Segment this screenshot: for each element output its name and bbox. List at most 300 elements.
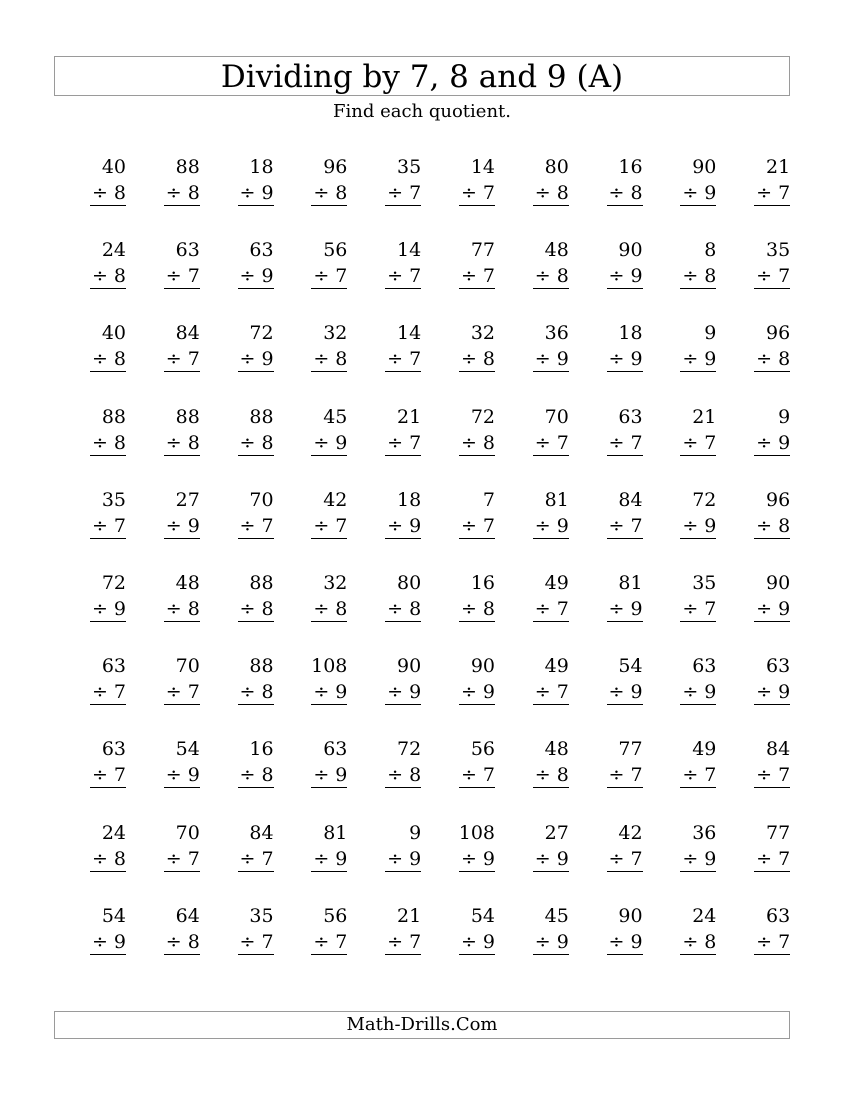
divisor: ÷ 7 — [165, 681, 200, 704]
division-problem — [60, 570, 126, 630]
dividend: 27 — [544, 821, 569, 844]
divisor: ÷ 9 — [239, 182, 274, 204]
dividend: 84 — [618, 488, 643, 511]
dividend: 16 — [470, 572, 495, 594]
problem-row — [60, 736, 800, 796]
division-problem — [281, 487, 347, 547]
dividend: 35 — [766, 239, 791, 262]
division-problem — [429, 820, 495, 880]
divisor: ÷ 7 — [756, 764, 791, 787]
division-problem — [650, 903, 716, 963]
worksheet-title: Dividing by 7, 8 and 9 (A) — [220, 59, 624, 95]
division-problem — [60, 320, 126, 380]
division-problem — [503, 237, 569, 297]
division-problem — [281, 404, 347, 464]
division-problem — [577, 154, 643, 214]
dividend: 70 — [175, 821, 200, 844]
dividend: 63 — [101, 738, 126, 761]
dividend: 21 — [692, 405, 717, 428]
divisor: ÷ 9 — [165, 764, 200, 787]
divisor: ÷ 9 — [682, 182, 717, 204]
problem-row — [60, 570, 800, 630]
division-problem — [429, 736, 495, 796]
dividend: 88 — [249, 405, 274, 428]
divisor: ÷ 8 — [313, 182, 348, 204]
divisor: ÷ 7 — [534, 598, 569, 620]
dividend: 27 — [175, 488, 200, 511]
dividend: 18 — [249, 156, 274, 178]
division-problem — [60, 736, 126, 796]
divisor: ÷ 9 — [534, 348, 569, 371]
division-problem — [503, 487, 569, 547]
division-problem — [429, 320, 495, 380]
dividend: 88 — [249, 655, 274, 678]
division-problem — [650, 653, 716, 713]
divisor: ÷ 8 — [387, 598, 422, 620]
division-problem — [724, 903, 790, 963]
dividend: 32 — [470, 322, 495, 345]
problem-row — [60, 903, 800, 963]
dividend: 88 — [101, 405, 126, 428]
dividend: 63 — [618, 405, 643, 428]
divisor: ÷ 9 — [534, 930, 569, 953]
division-problem — [429, 653, 495, 713]
dividend: 24 — [101, 239, 126, 262]
divisor: ÷ 7 — [756, 847, 791, 870]
division-problem — [134, 820, 200, 880]
division-problem — [208, 154, 274, 214]
divisor: ÷ 7 — [239, 514, 274, 537]
divisor: ÷ 7 — [460, 514, 495, 537]
divisor: ÷ 7 — [91, 764, 126, 787]
division-problem — [60, 903, 126, 963]
division-problem — [355, 820, 421, 880]
dividend: 56 — [470, 738, 495, 761]
dividend: 49 — [544, 572, 569, 594]
dividend: 49 — [544, 655, 569, 678]
dividend: 88 — [175, 156, 200, 178]
division-problem — [577, 237, 643, 297]
division-problem — [60, 487, 126, 547]
dividend: 35 — [397, 156, 422, 178]
division-problem — [134, 653, 200, 713]
division-problem — [60, 154, 126, 214]
division-problem — [208, 820, 274, 880]
dividend: 64 — [175, 904, 200, 927]
division-problem — [577, 487, 643, 547]
divisor: ÷ 8 — [534, 265, 569, 288]
divisor: ÷ 9 — [313, 431, 348, 454]
dividend: 9 — [704, 322, 717, 345]
division-problem — [650, 820, 716, 880]
division-problem — [577, 820, 643, 880]
dividend: 45 — [323, 405, 348, 428]
divisor: ÷ 9 — [756, 681, 791, 704]
division-problem — [355, 320, 421, 380]
dividend: 21 — [397, 405, 422, 428]
divisor: ÷ 8 — [608, 182, 643, 204]
divisor: ÷ 8 — [534, 182, 569, 204]
dividend: 63 — [101, 655, 126, 678]
division-problem — [503, 154, 569, 214]
dividend: 88 — [249, 572, 274, 594]
dividend: 77 — [470, 239, 495, 262]
division-problem — [60, 404, 126, 464]
dividend: 54 — [175, 738, 200, 761]
division-problem — [208, 237, 274, 297]
dividend: 49 — [692, 738, 717, 761]
divisor: ÷ 7 — [608, 847, 643, 870]
divisor: ÷ 8 — [165, 598, 200, 620]
dividend: 80 — [397, 572, 422, 594]
divisor: ÷ 8 — [165, 182, 200, 204]
dividend: 72 — [249, 322, 274, 345]
dividend: 16 — [249, 738, 274, 761]
division-problem — [577, 404, 643, 464]
division-problem — [208, 653, 274, 713]
problem-row — [60, 820, 800, 880]
problem-row — [60, 320, 800, 380]
divisor: ÷ 8 — [91, 265, 126, 288]
dividend: 21 — [397, 904, 422, 927]
dividend: 42 — [323, 488, 348, 511]
division-problem — [208, 736, 274, 796]
division-problem — [503, 903, 569, 963]
divisor: ÷ 8 — [756, 514, 791, 537]
divisor: ÷ 8 — [91, 847, 126, 870]
divisor: ÷ 9 — [682, 348, 717, 371]
dividend: 14 — [470, 156, 495, 178]
division-problem — [724, 237, 790, 297]
divisor: ÷ 7 — [682, 598, 717, 620]
dividend: 77 — [618, 738, 643, 761]
dividend: 63 — [766, 904, 791, 927]
dividend: 70 — [249, 488, 274, 511]
dividend: 36 — [544, 322, 569, 345]
dividend: 18 — [618, 322, 643, 345]
division-problem — [208, 404, 274, 464]
dividend: 8 — [704, 239, 717, 262]
division-problem — [355, 487, 421, 547]
divisor: ÷ 9 — [608, 265, 643, 288]
division-problem — [577, 903, 643, 963]
division-problem — [208, 903, 274, 963]
dividend: 35 — [101, 488, 126, 511]
dividend: 88 — [175, 405, 200, 428]
dividend: 56 — [323, 904, 348, 927]
dividend: 72 — [101, 572, 126, 594]
dividend: 108 — [311, 655, 348, 678]
division-problem — [724, 820, 790, 880]
divisor: ÷ 9 — [91, 930, 126, 953]
division-problem — [208, 320, 274, 380]
division-problem — [724, 154, 790, 214]
division-problem — [208, 570, 274, 630]
dividend: 48 — [175, 572, 200, 594]
division-problem — [134, 154, 200, 214]
divisor: ÷ 7 — [460, 764, 495, 787]
divisor: ÷ 9 — [239, 265, 274, 288]
divisor: ÷ 9 — [460, 930, 495, 953]
division-problem — [281, 320, 347, 380]
divisor: ÷ 7 — [313, 265, 348, 288]
divisor: ÷ 9 — [534, 847, 569, 870]
dividend: 32 — [323, 322, 348, 345]
division-problem — [429, 237, 495, 297]
divisor: ÷ 7 — [534, 431, 569, 454]
division-problem — [577, 320, 643, 380]
divisor: ÷ 7 — [313, 930, 348, 953]
dividend: 45 — [544, 904, 569, 927]
dividend: 24 — [692, 904, 717, 927]
dividend: 63 — [766, 655, 791, 678]
dividend: 81 — [544, 488, 569, 511]
divisor: ÷ 9 — [756, 431, 791, 454]
dividend: 42 — [618, 821, 643, 844]
division-problem — [281, 154, 347, 214]
division-problem — [429, 903, 495, 963]
dividend: 96 — [323, 156, 348, 178]
divisor: ÷ 9 — [682, 681, 717, 704]
divisor: ÷ 7 — [387, 348, 422, 371]
divisor: ÷ 8 — [91, 182, 126, 204]
division-problem — [60, 237, 126, 297]
divisor: ÷ 7 — [756, 182, 791, 204]
divisor: ÷ 8 — [387, 764, 422, 787]
dividend: 35 — [249, 904, 274, 927]
problem-row — [60, 237, 800, 297]
division-problem — [429, 154, 495, 214]
divisor: ÷ 7 — [387, 265, 422, 288]
dividend: 32 — [323, 572, 348, 594]
divisor: ÷ 8 — [756, 348, 791, 371]
divisor: ÷ 9 — [608, 598, 643, 620]
divisor: ÷ 9 — [682, 514, 717, 537]
divisor: ÷ 7 — [239, 847, 274, 870]
dividend: 72 — [397, 738, 422, 761]
dividend: 9 — [778, 405, 791, 428]
divisor: ÷ 8 — [91, 431, 126, 454]
division-problem — [650, 736, 716, 796]
division-problem — [724, 487, 790, 547]
division-problem — [134, 736, 200, 796]
divisor: ÷ 9 — [387, 514, 422, 537]
dividend: 84 — [249, 821, 274, 844]
division-problem — [60, 653, 126, 713]
divisor: ÷ 9 — [460, 681, 495, 704]
dividend: 81 — [323, 821, 348, 844]
divisor: ÷ 9 — [682, 847, 717, 870]
division-problem — [208, 487, 274, 547]
division-problem — [134, 570, 200, 630]
division-problem — [134, 237, 200, 297]
problem-row — [60, 487, 800, 547]
divisor: ÷ 8 — [165, 930, 200, 953]
division-problem — [281, 903, 347, 963]
divisor: ÷ 7 — [460, 182, 495, 204]
divisor: ÷ 7 — [91, 514, 126, 537]
footer-box — [54, 1011, 790, 1039]
division-problem — [134, 903, 200, 963]
divisor: ÷ 7 — [682, 431, 717, 454]
dividend: 24 — [101, 821, 126, 844]
division-problem — [134, 487, 200, 547]
divisor: ÷ 9 — [313, 681, 348, 704]
dividend: 108 — [458, 821, 495, 844]
division-problem — [355, 736, 421, 796]
dividend: 40 — [101, 322, 126, 345]
dividend: 48 — [544, 239, 569, 262]
division-problem — [60, 820, 126, 880]
divisor: ÷ 7 — [756, 930, 791, 953]
dividend: 54 — [470, 904, 495, 927]
division-problem — [503, 736, 569, 796]
division-problem — [355, 570, 421, 630]
division-problem — [281, 237, 347, 297]
divisor: ÷ 8 — [682, 930, 717, 953]
dividend: 40 — [101, 156, 126, 178]
divisor: ÷ 8 — [460, 431, 495, 454]
division-problem — [355, 154, 421, 214]
division-problem — [650, 404, 716, 464]
dividend: 96 — [766, 322, 791, 345]
dividend: 48 — [544, 738, 569, 761]
divisor: ÷ 8 — [534, 764, 569, 787]
division-problem — [355, 404, 421, 464]
dividend: 80 — [544, 156, 569, 178]
divisor: ÷ 7 — [534, 681, 569, 704]
divisor: ÷ 7 — [165, 847, 200, 870]
division-problem — [429, 487, 495, 547]
dividend: 90 — [692, 156, 717, 178]
dividend: 7 — [482, 488, 495, 511]
dividend: 72 — [470, 405, 495, 428]
divisor: ÷ 7 — [682, 764, 717, 787]
division-problem — [724, 404, 790, 464]
dividend: 36 — [692, 821, 717, 844]
dividend: 77 — [766, 821, 791, 844]
divisor: ÷ 8 — [91, 348, 126, 371]
divisor: ÷ 7 — [387, 182, 422, 204]
divisor: ÷ 7 — [165, 348, 200, 371]
divisor: ÷ 9 — [460, 847, 495, 870]
division-problem — [355, 653, 421, 713]
divisor: ÷ 9 — [313, 764, 348, 787]
divisor: ÷ 7 — [460, 265, 495, 288]
division-problem — [134, 320, 200, 380]
problem-row — [60, 154, 800, 214]
dividend: 54 — [101, 904, 126, 927]
divisor: ÷ 9 — [534, 514, 569, 537]
dividend: 96 — [766, 488, 791, 511]
divisor: ÷ 9 — [387, 847, 422, 870]
divisor: ÷ 9 — [165, 514, 200, 537]
division-problem — [724, 653, 790, 713]
dividend: 14 — [397, 322, 422, 345]
division-problem — [281, 570, 347, 630]
division-problem — [429, 570, 495, 630]
division-problem — [724, 570, 790, 630]
site-name: Math-Drills.Com — [346, 1014, 498, 1035]
divisor: ÷ 8 — [460, 598, 495, 620]
dividend: 90 — [470, 655, 495, 678]
dividend: 90 — [618, 904, 643, 927]
dividend: 14 — [397, 239, 422, 262]
problem-row — [60, 404, 800, 464]
division-problem — [281, 653, 347, 713]
divisor: ÷ 7 — [608, 764, 643, 787]
dividend: 63 — [323, 738, 348, 761]
dividend: 18 — [397, 488, 422, 511]
divisor: ÷ 8 — [239, 431, 274, 454]
divisor: ÷ 9 — [608, 681, 643, 704]
division-problem — [281, 820, 347, 880]
divisor: ÷ 8 — [239, 681, 274, 704]
instructions: Find each quotient. — [332, 101, 511, 122]
dividend: 90 — [618, 239, 643, 262]
dividend: 70 — [175, 655, 200, 678]
divisor: ÷ 8 — [165, 431, 200, 454]
divisor: ÷ 8 — [313, 348, 348, 371]
division-problem — [281, 736, 347, 796]
dividend: 63 — [175, 239, 200, 262]
division-problem — [577, 653, 643, 713]
division-problem — [503, 653, 569, 713]
division-problem — [724, 320, 790, 380]
divisor: ÷ 8 — [313, 598, 348, 620]
dividend: 81 — [618, 572, 643, 594]
dividend: 16 — [618, 156, 643, 178]
divisor: ÷ 9 — [387, 681, 422, 704]
division-problem — [134, 404, 200, 464]
division-problem — [650, 237, 716, 297]
divisor: ÷ 8 — [682, 265, 717, 288]
dividend: 84 — [766, 738, 791, 761]
division-problem — [650, 320, 716, 380]
divisor: ÷ 7 — [91, 681, 126, 704]
divisor: ÷ 8 — [460, 348, 495, 371]
divisor: ÷ 9 — [608, 930, 643, 953]
divisor: ÷ 7 — [387, 431, 422, 454]
divisor: ÷ 9 — [608, 348, 643, 371]
dividend: 70 — [544, 405, 569, 428]
dividend: 9 — [409, 821, 422, 844]
dividend: 84 — [175, 322, 200, 345]
dividend: 63 — [249, 239, 274, 262]
dividend: 90 — [766, 572, 791, 594]
problem-row — [60, 653, 800, 713]
division-problem — [503, 404, 569, 464]
division-problem — [429, 404, 495, 464]
division-problem — [650, 570, 716, 630]
dividend: 21 — [766, 156, 791, 178]
divisor: ÷ 9 — [756, 598, 791, 620]
divisor: ÷ 9 — [91, 598, 126, 620]
divisor: ÷ 7 — [387, 930, 422, 953]
division-problem — [503, 820, 569, 880]
division-problem — [724, 736, 790, 796]
divisor: ÷ 7 — [239, 930, 274, 953]
division-problem — [503, 320, 569, 380]
divisor: ÷ 7 — [165, 265, 200, 288]
division-problem — [355, 903, 421, 963]
dividend: 63 — [692, 655, 717, 678]
dividend: 56 — [323, 239, 348, 262]
division-problem — [650, 154, 716, 214]
divisor: ÷ 7 — [608, 431, 643, 454]
division-problem — [650, 487, 716, 547]
title-box — [54, 56, 790, 96]
